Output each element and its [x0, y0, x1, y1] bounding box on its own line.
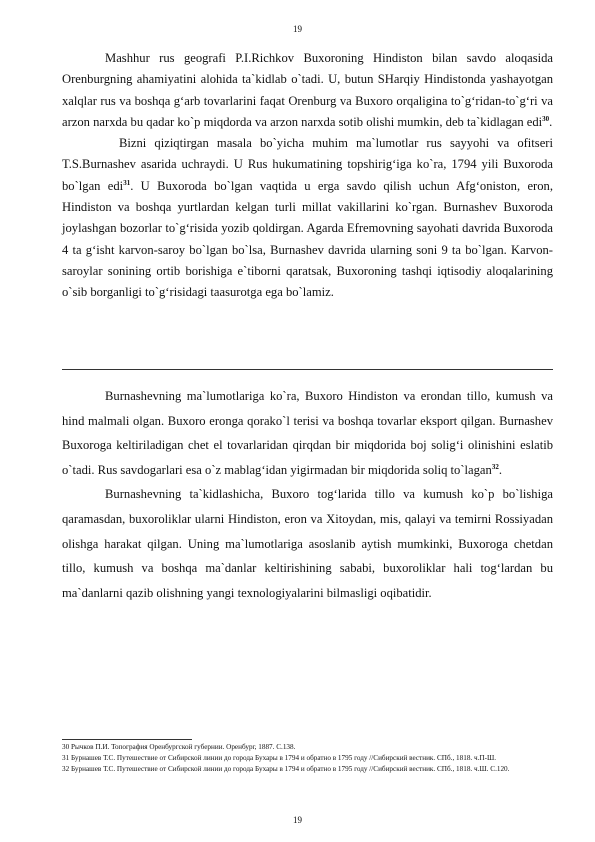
footnote-32: 32 Бурнашев Т.С. Путешествие от Сибирской линии до города Бухары в 1794 и обратно в 1795 году //Сибирский вестник. СПб., 1818. ч.Ш. С.120. — [62, 765, 510, 773]
footnote-ref-30: 30 — [542, 114, 550, 123]
footnotes — [62, 742, 553, 775]
paragraph-burnashev-data: Burnashevning ma`lumotlariga ko`ra, Buxoro Hindiston va erondan tillo, kumush va hind malmali olgan. Buxoro eronga qorako`l terisi va boshqa tovarlar eksport qilgan. Burnashev Buxoroga keltiriladigan chet el tovarlaridan qirqdan bir miqdorida boj solig‘i olinishini eslatib o`tadi. Rus savdogarlari esa o`z mablag‘idan yigirmadan bir miqdorida soliq to`lagan$^{32}$. — [62, 389, 553, 477]
footnote-separator — [62, 739, 192, 740]
top-text-block — [62, 48, 553, 304]
section-divider — [62, 369, 553, 370]
footnote-31: 31 Бурнашев Т.С. Путешествие от Сибирской линии до города Бухары в 1794 и обратно в 1795 году //Сибирский вестник. СПб., 1818. ч.П-Ш. — [62, 754, 497, 762]
paragraph-burnashev-intro: Bizni qiziqtirgan masala bo`yicha muhim ma`lumotlar rus sayyohi va ofitseri T.S.Burnashev asarida uchraydi. U Rus hukumatining topshirig‘iga ko`ra, 1794 yili Buxoroda bo`lgan edi$^{31}$. U Buxoroda bo`lgan vaqtida u erga savdo qilish uchun Afg‘oniston, eron, Hindiston va boshqa yurtlardan kelgan turli millat vakillarini ko`rgan. Burnashev Buxoroda joylashgan bozorlar to`g‘risida yozib qoldirgan. Agarda Efremovning sayohati davrida Buxoroda 4 ta g‘isht karvon-saroy bo`lgan bo`lsa, Burnashev davrida ularning soni 9 ta bo`lgan. Karvon-saroylar sonining ortib borishiga e`tiborni qaratsak, Buxoroning tashqi iqtisodiy aloqalarining o`sib borganligi to`g‘risidagi taasurotga ega bo`lamiz. — [62, 136, 553, 300]
page-number-top: 19 — [293, 24, 302, 34]
footnote-ref-31: 31 — [123, 178, 131, 187]
footnote-30: 30 Рычков П.И. Топография Оренбургской губернии. Оренбург, 1887. С.138. — [62, 743, 296, 751]
paragraph-burnashev-metals: Burnashevning ta`kidlashicha, Buxoro tog‘larida tillo va kumush ko`p bo`lishiga qaramasdan, buxoroliklar ularni Hindiston, eron va Xitoydan, mis, qalayi va temirni Rossiyadan olishga harakat qilgan. Uning ma`lumotlariga asoslanib aytish mumkinki, Buxoroga chetdan tillo, kumush va boshqa ma`danlar keltirishining sababi, buxoroliklar hali tog‘lardan bu ma`danlarni qazib olishning yangi texnologiyalarini bilmasligi oqibatidir. — [62, 487, 553, 600]
page-number-bottom: 19 — [293, 815, 302, 825]
paragraph-richkov: Mashhur rus geografi P.I.Richkov Buxoroning Hindiston bilan savdo aloqasida Orenburgning ahamiyatini alohida ta`kidlab o`tadi. U, butun SHarqiy Hindistonda yashayotgan xalqlar rus va boshqa g‘arb tovarlarini faqat Orenburg va Buxoro orqaligina to`g‘ridan-to`g‘ri va arzon narxda bu qadar ko`p miqdorda va arzon narxda sotib olishi mumkin, deb ta`kidlagan edi$^{30}$. — [62, 51, 553, 129]
footnote-ref-32: 32 — [491, 462, 499, 471]
bottom-text-block — [62, 384, 553, 605]
